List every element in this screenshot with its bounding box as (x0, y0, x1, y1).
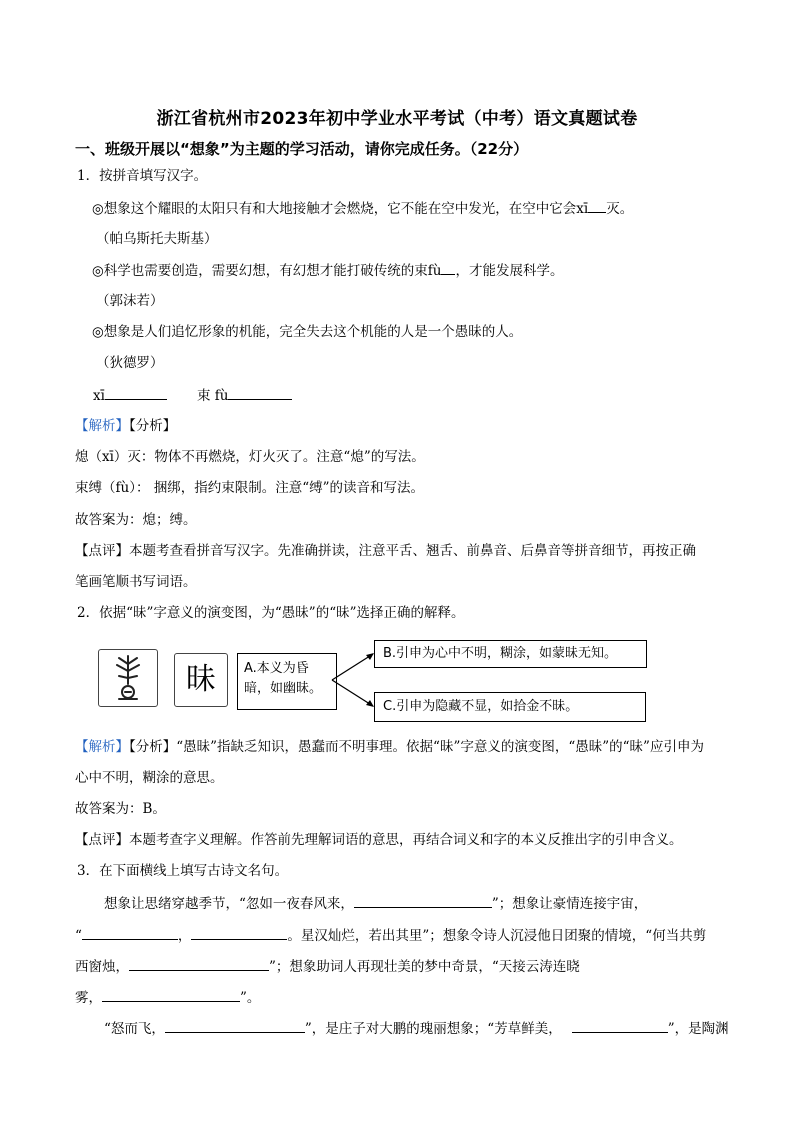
q1-author-1: （帕乌斯托夫斯基） (96, 231, 218, 247)
q2-comment: 【点评】本题考查字义理解。作答前先理解词语的意思，再结合词义和字的本义反推出字的引申含义。 (75, 832, 683, 848)
q2-stem: 2．依据“昧”字意义的演变图，为“愚昧”的“昧”选择正确的解释。 (77, 605, 465, 621)
q1-explanation-1: 熄（xī）灭：物体不再燃烧，灯火灭了。注意“熄”的写法。 (75, 449, 425, 465)
q3-line-2: “ ， 。星汉灿烂，若出其里”；想象令诗人沉浸他日团聚的情境，“何当共剪 (75, 925, 706, 946)
poem-blank-1 (354, 893, 492, 908)
meaning-box-a: A.本义为昏 暗，如幽昧。 (237, 653, 337, 710)
page-title: 浙江省杭州市2023年初中学业水平考试（中考）语文真题试卷 (156, 109, 638, 129)
q3-line-4: 雾， ”。 (75, 987, 260, 1008)
q1-analysis-tags: 【解析】【分析】 (75, 418, 177, 434)
q1-answer-blanks: xī 束 fù (93, 385, 292, 406)
modern-character: 昧 (186, 662, 216, 697)
poem-blank-5 (102, 987, 240, 1002)
q3-stem: 3．在下面横线上填写古诗文名句。 (77, 863, 289, 879)
arrow-head-b (366, 653, 374, 660)
q1-passage-2: ◎科学也需要创造，需要幻想，有幻想才能打破传统的束fù ，才能发展科学。 (92, 260, 563, 281)
q3-line-1: 想象让思绪穿越季节，“忽如一夜春风来， ”；想象让豪情连接宇宙， (104, 893, 647, 914)
answer-blank-2 (228, 385, 292, 400)
poem-blank-4 (129, 956, 269, 971)
section-heading: 一、班级开展以“想象”为主题的学习活动，请你完成任务。（22分） (75, 140, 529, 158)
ancient-character-icon (99, 650, 157, 706)
q1-passage-3: ◎想象是人们追忆形象的机能，完全失去这个机能的人是一个愚昧的人。 (92, 324, 523, 340)
answer-blank-1 (105, 385, 167, 400)
q2-analysis: 【解析】【分析】“愚昧”指缺乏知识，愚蠢而不明事理。依据“昧”字意义的演变图，“愚昧”的“昧”应引申为 (75, 739, 704, 755)
q2-answer: 故答案为：B。 (75, 801, 166, 817)
q1-comment-cont: 笔画笔顺书写词语。 (75, 574, 197, 590)
q1-answer: 故答案为：熄；缚。 (75, 512, 197, 528)
poem-blank-7 (572, 1018, 668, 1033)
oracle-bone-glyph (98, 649, 158, 707)
poem-blank-2 (82, 925, 178, 940)
q1-explanation-2: 束缚（fù）： 捆绑，指约束限制。注意“缚”的读音和写法。 (75, 480, 425, 496)
poem-blank-6 (165, 1018, 305, 1033)
q1-p1-blank (588, 198, 606, 213)
modern-character-box (174, 653, 228, 707)
poem-blank-3 (191, 925, 287, 940)
q1-p2-blank (441, 260, 455, 275)
q1-passage-1: ◎想象这个耀眼的太阳只有和大地接触才会燃烧，它不能在空中发光，在空中它会xī 灭。 (92, 198, 633, 219)
meaning-box-b: B.引申为心中不明，糊涂，如蒙昧无知。 (374, 640, 647, 668)
meaning-box-c: C.引申为隐藏不显，如拾金不昧。 (374, 692, 646, 722)
q1-comment: 【点评】本题考查看拼音写汉字。先准确拼读，注意平舌、翘舌、前鼻音、后鼻音等拼音细节，再按正确 (75, 543, 696, 559)
arrow-connectors (327, 640, 387, 720)
q1-author-3: （狄德罗） (96, 355, 164, 371)
q1-stem: 1．按拼音填写汉字。 (77, 168, 208, 184)
q1-author-2: （郭沫若） (96, 293, 164, 309)
q3-line-5: “怒而飞， ”，是庄子对大鹏的瑰丽想象；“芳草鲜美， ”，是陶渊 (104, 1018, 729, 1039)
q2-analysis-cont: 心中不明，糊涂的意思。 (75, 770, 224, 786)
q3-line-3: 西窗烛， ”；想象助词人再现壮美的梦中奇景，“天接云涛连晓 (75, 956, 580, 977)
arrow-head-c (366, 700, 374, 707)
q1-p1-pinyin: xī (576, 201, 589, 217)
